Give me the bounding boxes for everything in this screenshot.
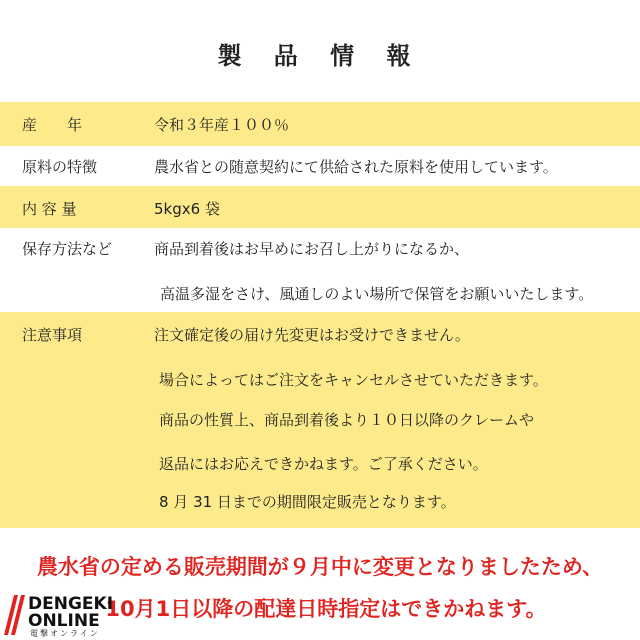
dengeki-online-logo [4, 593, 134, 639]
page-title: 製 品 情 報 [217, 42, 423, 70]
spec-value: 5kgx6 袋 [154, 200, 220, 218]
spec-value-line-2: 高温多湿をさけ、風通しのよい場所で保管をお願いいたします。 [160, 285, 594, 303]
spec-row-contents [0, 186, 640, 228]
delivery-notice-line-1: 農水省の定める販売期間が９月中に変更となりましたため、 [36, 555, 604, 579]
spec-row-storage [0, 228, 640, 312]
spec-row-material [0, 146, 640, 186]
delivery-notice-line-2: 10月1日以降の配達日時指定はできかねます。 [105, 597, 547, 621]
spec-row-notes [0, 312, 640, 528]
spec-label: 原料の特徴 [22, 158, 98, 176]
spec-row-harvest-year [0, 102, 640, 146]
spec-label: 保存方法など [22, 240, 113, 258]
spec-value-line-1: 商品到着後はお早めにお召し上がりになるか、 [154, 240, 470, 258]
logo-stripes-icon [4, 595, 26, 635]
spec-value: 農水省との随意契約にて供給された原料を使用しています。 [154, 158, 558, 176]
logo-text-line-3: 電撃オンライン [30, 629, 100, 638]
logo-text-line-1: DENGEKI [28, 594, 114, 614]
spec-value-line-3: 商品の性質上、商品到着後より１０日以降のクレームや [159, 411, 535, 429]
spec-value-line-2: 場合によってはご注文をキャンセルさせていただきます。 [159, 371, 548, 389]
spec-value: 令和３年産１００％ [154, 116, 290, 134]
spec-label: 産 年 [22, 116, 83, 134]
spec-value-line-1: 注文確定後の届け先変更はお受けできません。 [154, 326, 470, 344]
spec-value-line-4: 返品にはお応えできかねます。ご了承ください。 [159, 455, 488, 473]
spec-label: 注意事項 [22, 326, 83, 344]
spec-value-line-5: 8 月 31 日までの期間限定販売となります。 [159, 493, 456, 511]
logo-text-line-2: ONLINE [28, 611, 100, 631]
spec-label: 内 容 量 [22, 200, 77, 218]
